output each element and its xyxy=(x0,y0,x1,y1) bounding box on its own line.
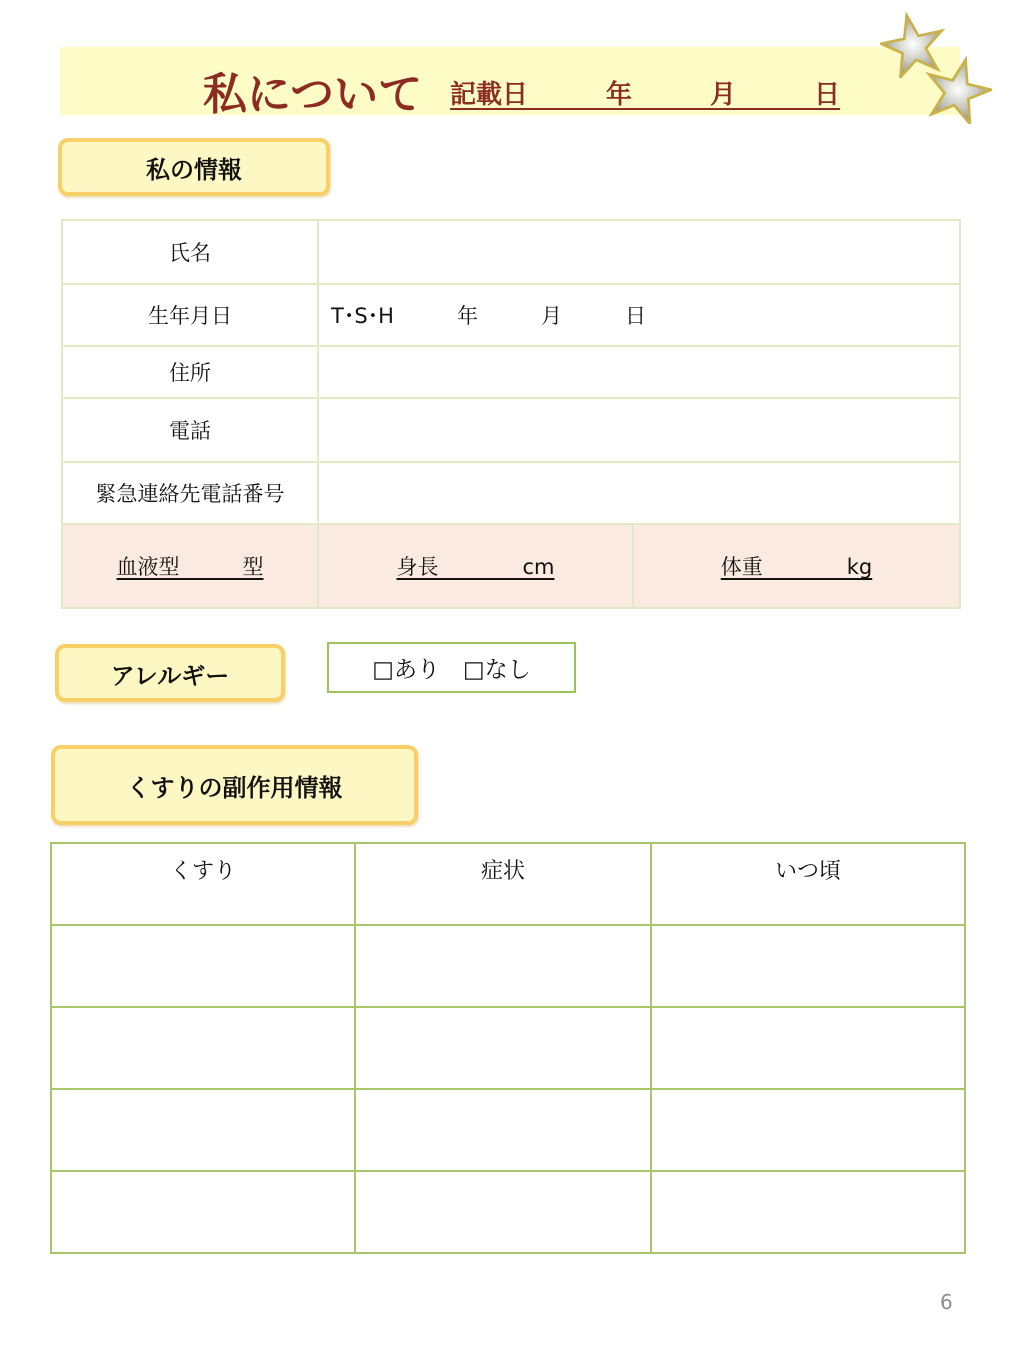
address-label: 住所 xyxy=(62,346,318,398)
column-header-when: いつ頃 xyxy=(651,843,965,925)
height-label: 身長 cm xyxy=(396,555,555,579)
phone-field[interactable] xyxy=(318,398,960,462)
emergency-phone-label: 緊急連絡先電話番号 xyxy=(62,462,318,524)
when-cell[interactable] xyxy=(651,925,965,1007)
table-header-row xyxy=(51,843,965,925)
blood-type-label: 血液型 型 xyxy=(116,555,264,579)
star-icon xyxy=(924,56,992,124)
table-row xyxy=(62,284,960,346)
section-my-info-label: 私の情報 xyxy=(58,138,330,196)
symptom-cell[interactable] xyxy=(355,1007,651,1089)
page-title: 私について xyxy=(203,69,423,120)
entry-date-line[interactable]: 記載日 年 月 日 xyxy=(450,80,841,110)
phone-label: 電話 xyxy=(62,398,318,462)
table-row xyxy=(62,346,960,398)
address-field[interactable] xyxy=(318,346,960,398)
allergy-options[interactable]: □あり □なし xyxy=(327,642,576,693)
medicine-cell[interactable] xyxy=(51,1171,355,1253)
table-row xyxy=(51,1007,965,1089)
table-row xyxy=(62,398,960,462)
birthdate-label: 生年月日 xyxy=(62,284,318,346)
weight-label: 体重 kg xyxy=(720,555,873,579)
birthdate-value: T･S･H 年 月 日 xyxy=(331,304,646,328)
table-row xyxy=(51,1171,965,1253)
symptom-cell[interactable] xyxy=(355,1171,651,1253)
drug-side-effect-table xyxy=(50,842,966,1254)
section-allergy-label: アレルギー xyxy=(55,644,285,702)
name-label: 氏名 xyxy=(62,220,318,284)
weight-field[interactable] xyxy=(633,524,960,608)
personal-info-table xyxy=(61,219,961,609)
table-row xyxy=(62,462,960,524)
section-drug-side-effects-label: くすりの副作用情報 xyxy=(51,745,418,825)
table-row xyxy=(51,1089,965,1171)
name-field[interactable] xyxy=(318,220,960,284)
when-cell[interactable] xyxy=(651,1007,965,1089)
medicine-cell[interactable] xyxy=(51,1089,355,1171)
table-row xyxy=(62,220,960,284)
height-field[interactable] xyxy=(318,524,633,608)
medicine-cell[interactable] xyxy=(51,1007,355,1089)
table-row xyxy=(62,524,960,608)
symptom-cell[interactable] xyxy=(355,1089,651,1171)
page-number: 6 xyxy=(940,1290,953,1314)
blood-type-field[interactable] xyxy=(62,524,318,608)
medicine-cell[interactable] xyxy=(51,925,355,1007)
emergency-phone-field[interactable] xyxy=(318,462,960,524)
column-header-symptom: 症状 xyxy=(355,843,651,925)
table-row xyxy=(51,925,965,1007)
when-cell[interactable] xyxy=(651,1171,965,1253)
column-header-medicine: くすり xyxy=(51,843,355,925)
symptom-cell[interactable] xyxy=(355,925,651,1007)
birthdate-field[interactable] xyxy=(318,284,960,346)
when-cell[interactable] xyxy=(651,1089,965,1171)
